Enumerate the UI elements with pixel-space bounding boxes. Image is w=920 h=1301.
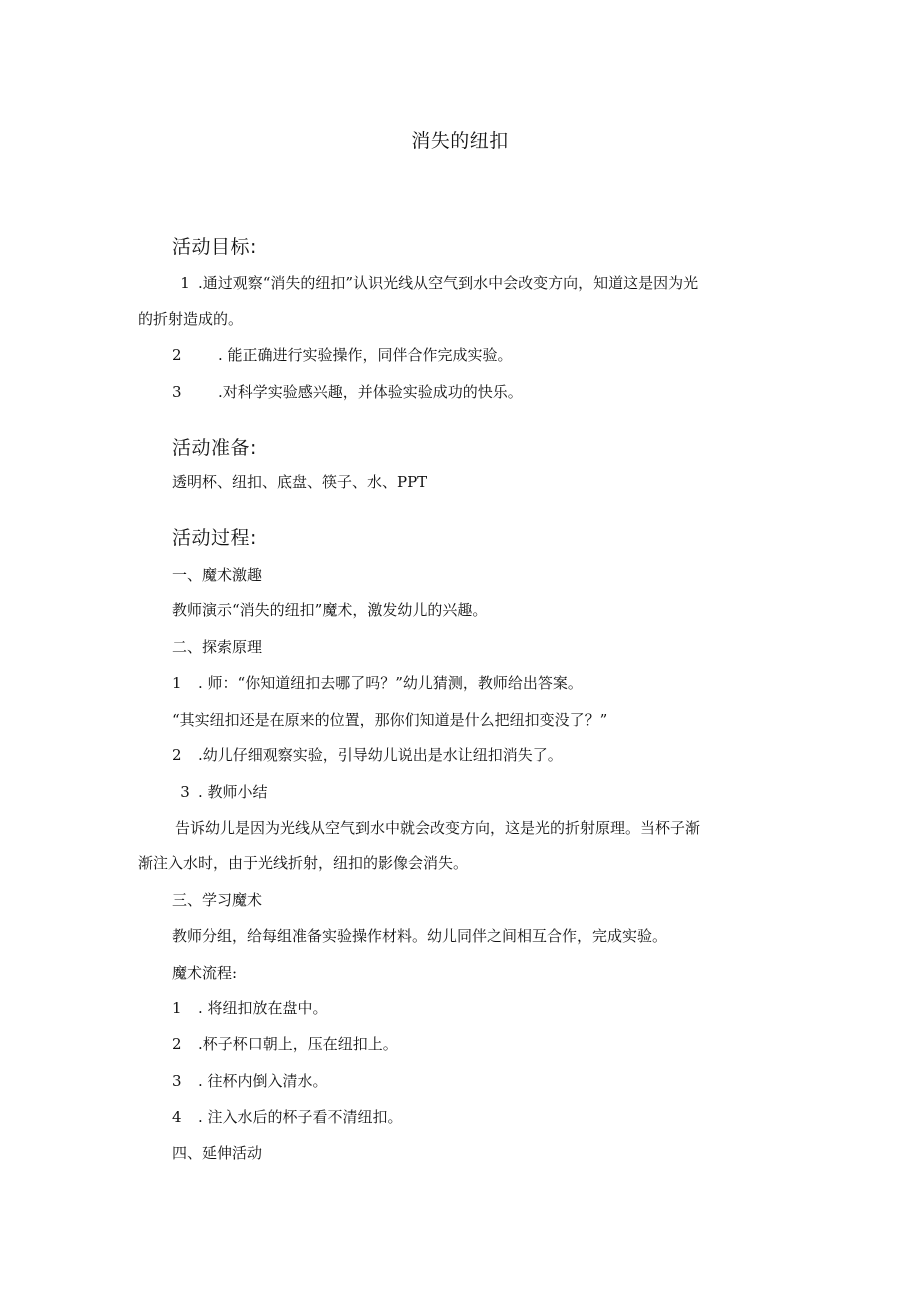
- section-2-item-2: [172, 745, 563, 765]
- magic-step-1: [172, 998, 328, 1018]
- goal-item-2-text: . 能正确进行实验操作，同伴合作完成实验。: [218, 346, 513, 364]
- prep-heading: 活动准备:: [172, 437, 257, 459]
- magic-step-4-text: . 注入水后的杯子看不清纽扣。: [198, 1108, 403, 1126]
- magic-step-3-text: . 往杯内倒入清水。: [198, 1072, 328, 1090]
- section-2-summary-line-2: 渐注入水时，由于光线折射，纽扣的影像会消失。: [138, 854, 469, 872]
- magic-step-3: [172, 1071, 328, 1091]
- prep-materials: 透明杯、纽扣、底盘、筷子、水、PPT: [172, 473, 428, 491]
- magic-step-1-number: 1: [172, 999, 182, 1017]
- magic-step-4: [172, 1107, 403, 1127]
- section-1-text: 教师演示“消失的纽扣”魔术，激发幼儿的兴趣。: [172, 601, 488, 619]
- goal-item-1-text: .通过观察“消失的纽扣”认识光线从空气到水中会改变方向，知道这是因为光: [198, 274, 699, 292]
- section-2-item-3-text: . 教师小结: [198, 783, 268, 801]
- magic-step-2-number: 2: [172, 1035, 182, 1053]
- section-3-title: 三、学习魔术: [172, 891, 263, 909]
- section-2-title: 二、探索原理: [172, 638, 263, 656]
- magic-step-3-number: 3: [172, 1072, 182, 1090]
- goal-item-3-text: .对科学实验感兴趣，并体验实验成功的快乐。: [218, 383, 523, 401]
- section-2-item-2-text: .幼儿仔细观察实验，引导幼儿说出是水让纽扣消失了。: [198, 746, 563, 764]
- magic-step-2-text: .杯子杯口朝上，压在纽扣上。: [198, 1035, 398, 1053]
- section-2-item-1-number: 1: [172, 674, 182, 692]
- section-2-item-3-number: 3: [180, 783, 190, 801]
- section-2-item-3: [172, 782, 268, 802]
- section-2-item-2-number: 2: [172, 746, 182, 764]
- section-4-title: 四、延伸活动: [172, 1144, 263, 1162]
- goal-item-3-number: 3: [172, 383, 182, 401]
- magic-step-4-number: 4: [172, 1108, 182, 1126]
- goal-item-1: [172, 273, 698, 293]
- magic-step-1-text: . 将纽扣放在盘中。: [198, 999, 328, 1017]
- process-heading: 活动过程:: [172, 527, 257, 549]
- section-2-quote: “其实纽扣还是在原来的位置，那你们知道是什么把纽扣变没了？”: [172, 711, 608, 729]
- magic-flow-label: 魔术流程:: [172, 964, 238, 982]
- magic-step-2: [172, 1034, 398, 1054]
- goal-item-1-number: 1: [180, 274, 190, 292]
- goal-item-2-number: 2: [172, 346, 182, 364]
- section-2-item-1-text: . 师：“你知道纽扣去哪了吗？”幼儿猜测，教师给出答案。: [198, 674, 583, 692]
- section-2-summary-line-1: 告诉幼儿是因为光线从空气到水中就会改变方向，这是光的折射原理。当杯子渐: [175, 819, 701, 837]
- goal-item-3: [172, 382, 523, 402]
- document-title: 消失的纽扣: [411, 130, 509, 152]
- section-3-text: 教师分组，给每组准备实验操作材料。幼儿同伴之间相互合作，完成实验。: [172, 927, 668, 945]
- section-2-item-1: [172, 673, 583, 693]
- goals-heading: 活动目标:: [172, 236, 257, 258]
- section-1-title: 一、魔术激趣: [172, 566, 263, 584]
- goal-item-2: [172, 345, 513, 365]
- goal-item-1-continuation: 的折射造成的。: [138, 310, 244, 328]
